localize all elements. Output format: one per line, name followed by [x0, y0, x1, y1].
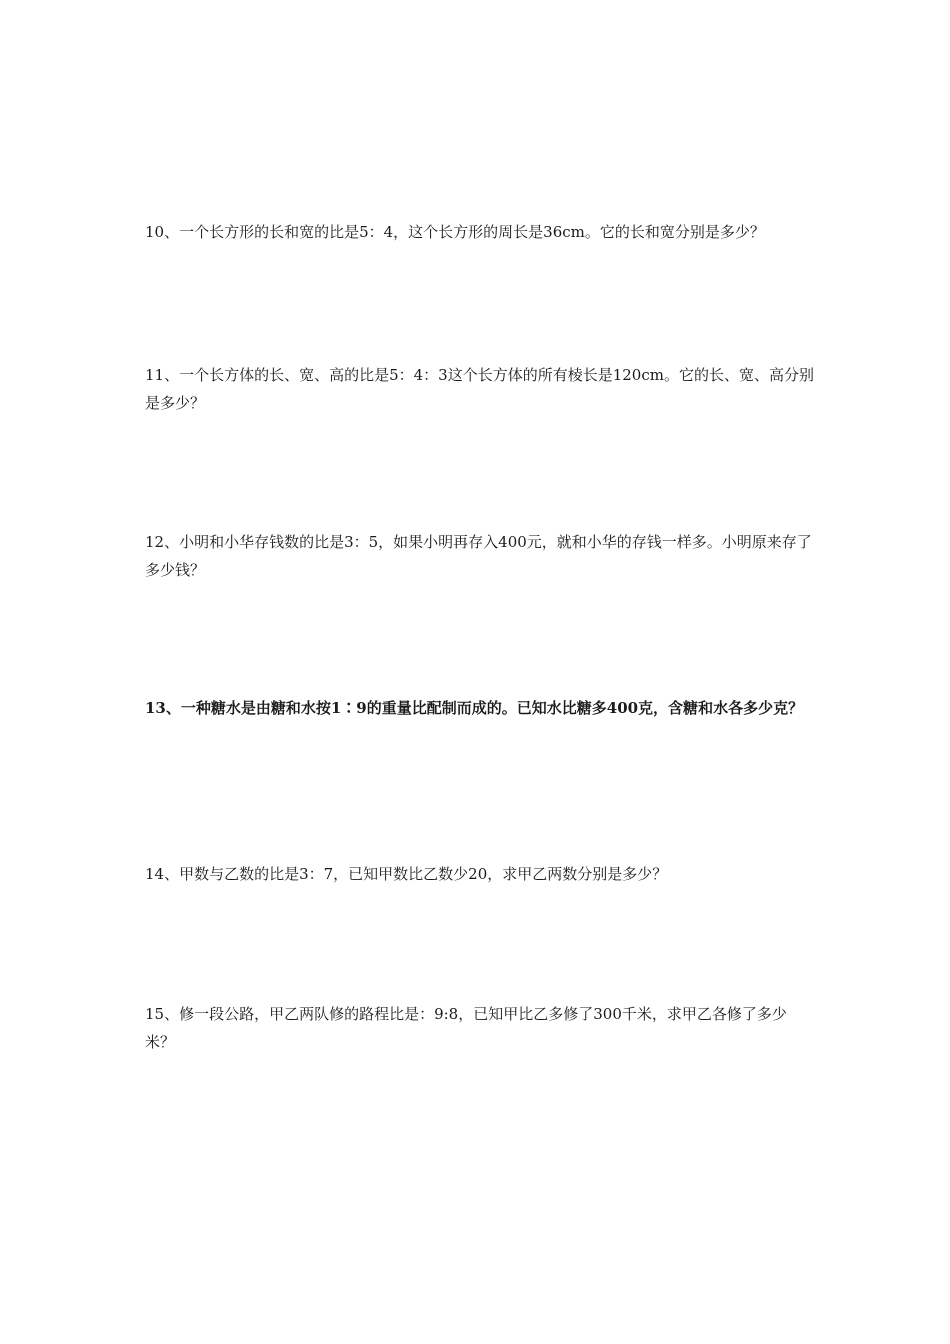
- question-12: 12、小明和小华存钱数的比是3：5，如果小明再存入400元，就和小华的存钱一样多。小明原来存了多少钱？: [145, 533, 812, 579]
- question-11: 11、一个长方体的长、宽、高的比是5：4：3这个长方体的所有棱长是120cm。它的长、宽、高分别是多少？: [145, 366, 814, 412]
- question-13: 13、一种糖水是由糖和水按1∶9的重量比配制而成的。已知水比糖多400克，含糖和水各多少克？: [145, 699, 804, 717]
- question-15: 15、修一段公路，甲乙两队修的路程比是：9:8，已知甲比乙多修了300千米，求甲乙各修了多少米？: [145, 1005, 787, 1051]
- question-14: 14、甲数与乙数的比是3：7，已知甲数比乙数少20，求甲乙两数分别是多少？: [145, 865, 668, 883]
- question-10: 10、一个长方形的长和宽的比是5：4，这个长方形的周长是36cm。它的长和宽分别是多少？: [145, 223, 765, 241]
